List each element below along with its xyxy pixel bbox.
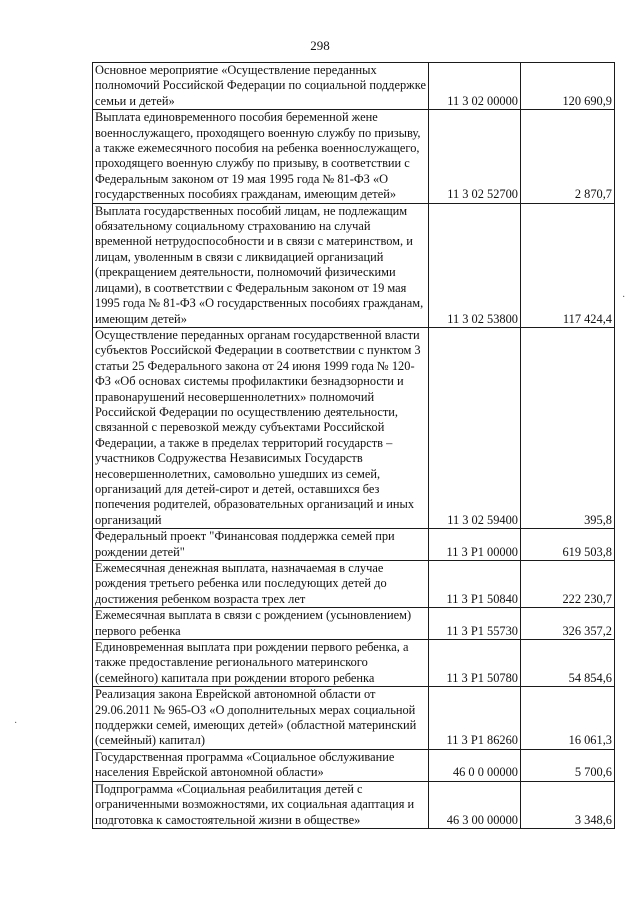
row-code: 11 3 P1 00000 xyxy=(429,529,521,561)
scan-speck: · xyxy=(14,718,18,729)
row-code: 11 3 02 59400 xyxy=(429,327,521,528)
row-name: Выплата единовременного пособия беременной жене военнослужащего, проходящего военную службу по призыву, а также ежемесячного пособия на ребенка военнослужащего, проходящего военную службу по призыву, в соответствии с Федеральным законом от 19 мая 1995 года № 81-ФЗ «О государственных пособиях гражданам, имеющим детей» xyxy=(93,110,429,203)
row-code: 11 3 P1 50840 xyxy=(429,561,521,608)
row-name: Выплата государственных пособий лицам, не подлежащим обязательному социальному страхованию на случай временной нетрудоспособности и в связи с материнством, и лицам, уволенным в связи с ликвидацией организаций (прекращением деятельности, полномочий физическими лицами), в соответствии с Федеральным законом от 19 мая 1995 года № 81-ФЗ «О государственных пособиях гражданам, имеющим детей» xyxy=(93,203,429,327)
table-row xyxy=(93,561,615,608)
row-name: Реализация закона Еврейской автономной области от 29.06.2011 № 965-ОЗ «О дополнительных мерах социальной поддержки семей, имеющих детей» (областной материнский (семейный) капитал) xyxy=(93,687,429,750)
row-name: Ежемесячная выплата в связи с рождением (усыновлением) первого ребенка xyxy=(93,608,429,640)
row-code: 11 3 02 53800 xyxy=(429,203,521,327)
row-name: Государственная программа «Социальное обслуживание населения Еврейской автономной области» xyxy=(93,749,429,781)
table-row xyxy=(93,640,615,687)
row-code: 11 3 P1 86260 xyxy=(429,687,521,750)
row-amount: 619 503,8 xyxy=(521,529,615,561)
row-code: 11 3 P1 55730 xyxy=(429,608,521,640)
row-code: 46 0 0 00000 xyxy=(429,749,521,781)
table-row xyxy=(93,687,615,750)
budget-table xyxy=(92,62,615,829)
table-row xyxy=(93,63,615,110)
row-name: Единовременная выплата при рождении первого ребенка, а также предоставление регионального материнского (семейного) капитала при рождении второго ребенка xyxy=(93,640,429,687)
row-amount: 117 424,4 xyxy=(521,203,615,327)
row-code: 11 3 02 00000 xyxy=(429,63,521,110)
table-row xyxy=(93,203,615,327)
scan-speck: · xyxy=(622,292,626,303)
table-row xyxy=(93,749,615,781)
row-amount: 54 854,6 xyxy=(521,640,615,687)
table-row xyxy=(93,110,615,203)
row-amount: 3 348,6 xyxy=(521,781,615,828)
row-amount: 395,8 xyxy=(521,327,615,528)
row-amount: 120 690,9 xyxy=(521,63,615,110)
row-amount: 2 870,7 xyxy=(521,110,615,203)
row-name: Осуществление переданных органам государственной власти субъектов Российской Федерации в соответствии с пунктом 3 статьи 25 Федерального закона от 24 июня 1999 года № 120-ФЗ «Об основах системы профилактики безнадзорности и правонарушений несовершеннолетних» полномочий Российской Федерации по осуществлению деятельности, связанной с перевозкой между субъектами Российской Федерации, а также в пределах территорий государств – участников Содружества Независимых Государств несовершеннолетних, самовольно ушедших из семей, организаций для детей-сирот и детей, оставшихся без попечения родителей, образовательных организаций и иных организаций xyxy=(93,327,429,528)
table-row xyxy=(93,608,615,640)
row-name: Ежемесячная денежная выплата, назначаемая в случае рождения третьего ребенка или последующих детей до достижения ребенком возраста трех лет xyxy=(93,561,429,608)
table-row xyxy=(93,327,615,528)
row-amount: 5 700,6 xyxy=(521,749,615,781)
row-code: 11 3 P1 50780 xyxy=(429,640,521,687)
row-amount: 326 357,2 xyxy=(521,608,615,640)
row-name: Подпрограмма «Социальная реабилитация детей с ограниченными возможностями, их социальная адаптация и подготовка к самостоятельной жизни в обществе» xyxy=(93,781,429,828)
table-row xyxy=(93,781,615,828)
row-amount: 222 230,7 xyxy=(521,561,615,608)
row-code: 11 3 02 52700 xyxy=(429,110,521,203)
row-amount: 16 061,3 xyxy=(521,687,615,750)
table-row xyxy=(93,529,615,561)
page-number: 298 xyxy=(310,38,330,53)
row-code: 46 3 00 00000 xyxy=(429,781,521,828)
row-name: Федеральный проект "Финансовая поддержка семей при рождении детей" xyxy=(93,529,429,561)
row-name: Основное мероприятие «Осуществление переданных полномочий Российской Федерации по социальной поддержке семьи и детей» xyxy=(93,63,429,110)
